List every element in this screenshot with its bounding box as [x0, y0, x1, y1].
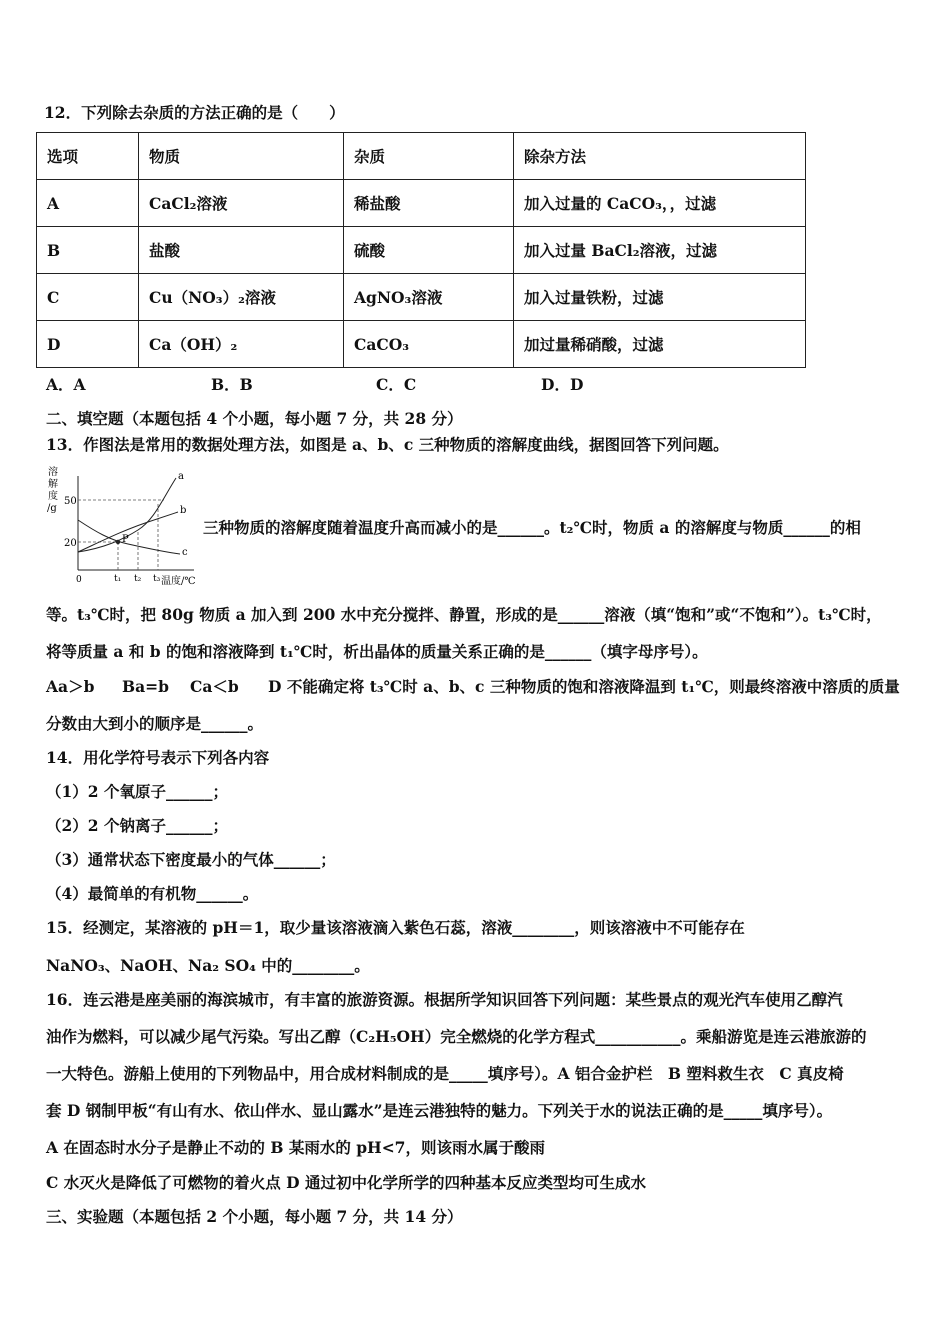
section-3-title: 三、实验题（本题包括 2 个小题，每小题 7 分，共 14 分） [46, 1207, 463, 1226]
q14-item-3: （3）通常状态下密度最小的气体______； [46, 850, 336, 869]
q14-item-4: （4）最简单的有机物______。 [46, 884, 259, 903]
q15-line-2: NaNO₃、NaOH、Na₂ SO₄ 中的________。 [46, 956, 370, 975]
table-cell: 加入过量铁粉，过滤 [514, 274, 806, 321]
q13-option-a: Aa＞b [46, 677, 95, 696]
section-2-title: 二、填空题（本题包括 4 个小题，每小题 7 分，共 28 分） [46, 409, 463, 428]
table-cell: CaCO₃ [344, 321, 514, 368]
table-row [37, 321, 806, 368]
x-tick-t2: t₂ [134, 574, 142, 584]
table-cell: C [37, 274, 139, 321]
q14-item-2: （2）2 个钠离子______； [46, 816, 228, 835]
y-axis-label-char: /g [47, 503, 57, 514]
table-cell: 硫酸 [344, 227, 514, 274]
x-tick-0: 0 [76, 575, 82, 585]
table-cell: 加过量稀硝酸，过滤 [514, 321, 806, 368]
q13-option-d-text: D 不能确定将 t₃℃时 a、b、c 三种物质的饱和溶液降温到 t₁℃，则最终溶液中溶质的质量 [268, 677, 900, 696]
q15-line-1: 15．经测定，某溶液的 pH＝1，取少量该溶液滴入紫色石蕊，溶液________，则该溶液中不可能存在 [46, 918, 745, 937]
x-tick-t3: t₃ [153, 574, 161, 584]
q13-stem: 13．作图法是常用的数据处理方法，如图是 a、b、c 三种物质的溶解度曲线，据图回答下列问题。 [46, 435, 729, 454]
q13-beside-text: 三种物质的溶解度随着温度升高而减小的是______。t₂℃时，物质 a 的溶解度与物质______的相 [203, 518, 861, 537]
table-cell: 稀盐酸 [344, 180, 514, 227]
option-b: B．B [211, 375, 253, 394]
y-tick-50: 50 [64, 496, 77, 507]
intersection-point [116, 540, 120, 544]
table-cell: B [37, 227, 139, 274]
header-cell: 杂质 [344, 133, 514, 180]
y-axis-label-char: 度 [48, 491, 58, 502]
curve-label-c: c [182, 547, 188, 558]
table-cell: 加入过量的 CaCO₃，，过滤 [514, 180, 806, 227]
q16-line-4: 套 D 钢制甲板“有山有水、依山伴水、显山露水”是连云港独特的魅力。下列关于水的说法正确的是_____填序号）。 [46, 1101, 833, 1120]
x-axis-label: 温度/℃ [161, 576, 196, 587]
y-axis-label-char: 溶 [48, 467, 58, 478]
q12-table [36, 132, 806, 368]
option-c: C．C [376, 375, 417, 394]
header-cell: 除杂方法 [514, 133, 806, 180]
q13-line-4 [46, 677, 900, 697]
table-row [37, 274, 806, 321]
header-cell: 选项 [37, 133, 139, 180]
q12-options [46, 375, 583, 395]
option-d: D．D [541, 375, 584, 394]
q13-line-3: 将等质量 a 和 b 的饱和溶液降到 t₁℃时，析出晶体的质量关系正确的是______（填字母序号）。 [46, 642, 708, 661]
table-cell: 加入过量 BaCl₂溶液，过滤 [514, 227, 806, 274]
q13-line-2: 等。t₃℃时，把 80g 物质 a 加入到 200 水中充分搅拌、静置，形成的是______溶液（填“饱和”或“不饱和”）。t₃℃时， [46, 605, 882, 624]
table-cell: D [37, 321, 139, 368]
q13-line-5: 分数由大到小的顺序是______。 [46, 714, 264, 733]
solubility-curve-chart [44, 464, 204, 588]
q16-line-5: A 在固态时水分子是静止不动的 B 某雨水的 pH<7，则该雨水属于酸雨 [46, 1138, 545, 1157]
q16-line-3: 一大特色。游船上使用的下列物品中，用合成材料制成的是_____填序号）。A 铝合金护栏 B 塑料救生衣 C 真皮椅 [46, 1064, 844, 1083]
x-tick-t1: t₁ [114, 574, 122, 584]
table-cell: 盐酸 [139, 227, 344, 274]
y-tick-20: 20 [64, 538, 77, 549]
q13-option-c: Ca＜b [190, 677, 239, 696]
curve-label-a: a [178, 471, 184, 482]
curve-b [78, 512, 178, 552]
q14-item-1: （1）2 个氧原子______； [46, 782, 228, 801]
table-cell: Ca（OH）₂ [139, 321, 344, 368]
table-row [37, 180, 806, 227]
q16-line-1: 16．连云港是座美丽的海滨城市，有丰富的旅游资源。根据所学知识回答下列问题：某些景点的观光汽车使用乙醇汽 [46, 990, 843, 1009]
table-cell: Cu（NO₃）₂溶液 [139, 274, 344, 321]
table-cell: CaCl₂溶液 [139, 180, 344, 227]
table-cell: A [37, 180, 139, 227]
q16-line-2: 油作为燃料，可以减少尾气污染。写出乙醇（C₂H₅OH）完全燃烧的化学方程式___________。乘船游览是连云港旅游的 [46, 1027, 867, 1046]
y-axis-label-char: 解 [48, 479, 58, 490]
q16-line-6: C 水灭火是降低了可燃物的着火点 D 通过初中化学所学的四种基本反应类型均可生成水 [46, 1173, 646, 1192]
q14-stem: 14．用化学符号表示下列各内容 [46, 748, 270, 767]
q12-stem: 12．下列除去杂质的方法正确的是（ ） [44, 103, 345, 122]
table-header-row [37, 133, 806, 180]
header-cell: 物质 [139, 133, 344, 180]
point-label-p: P [122, 534, 129, 545]
option-a: A．A [46, 375, 86, 394]
table-cell: AgNO₃溶液 [344, 274, 514, 321]
table-row [37, 227, 806, 274]
q13-option-b: Ba=b [122, 677, 169, 696]
curve-label-b: b [180, 505, 187, 516]
